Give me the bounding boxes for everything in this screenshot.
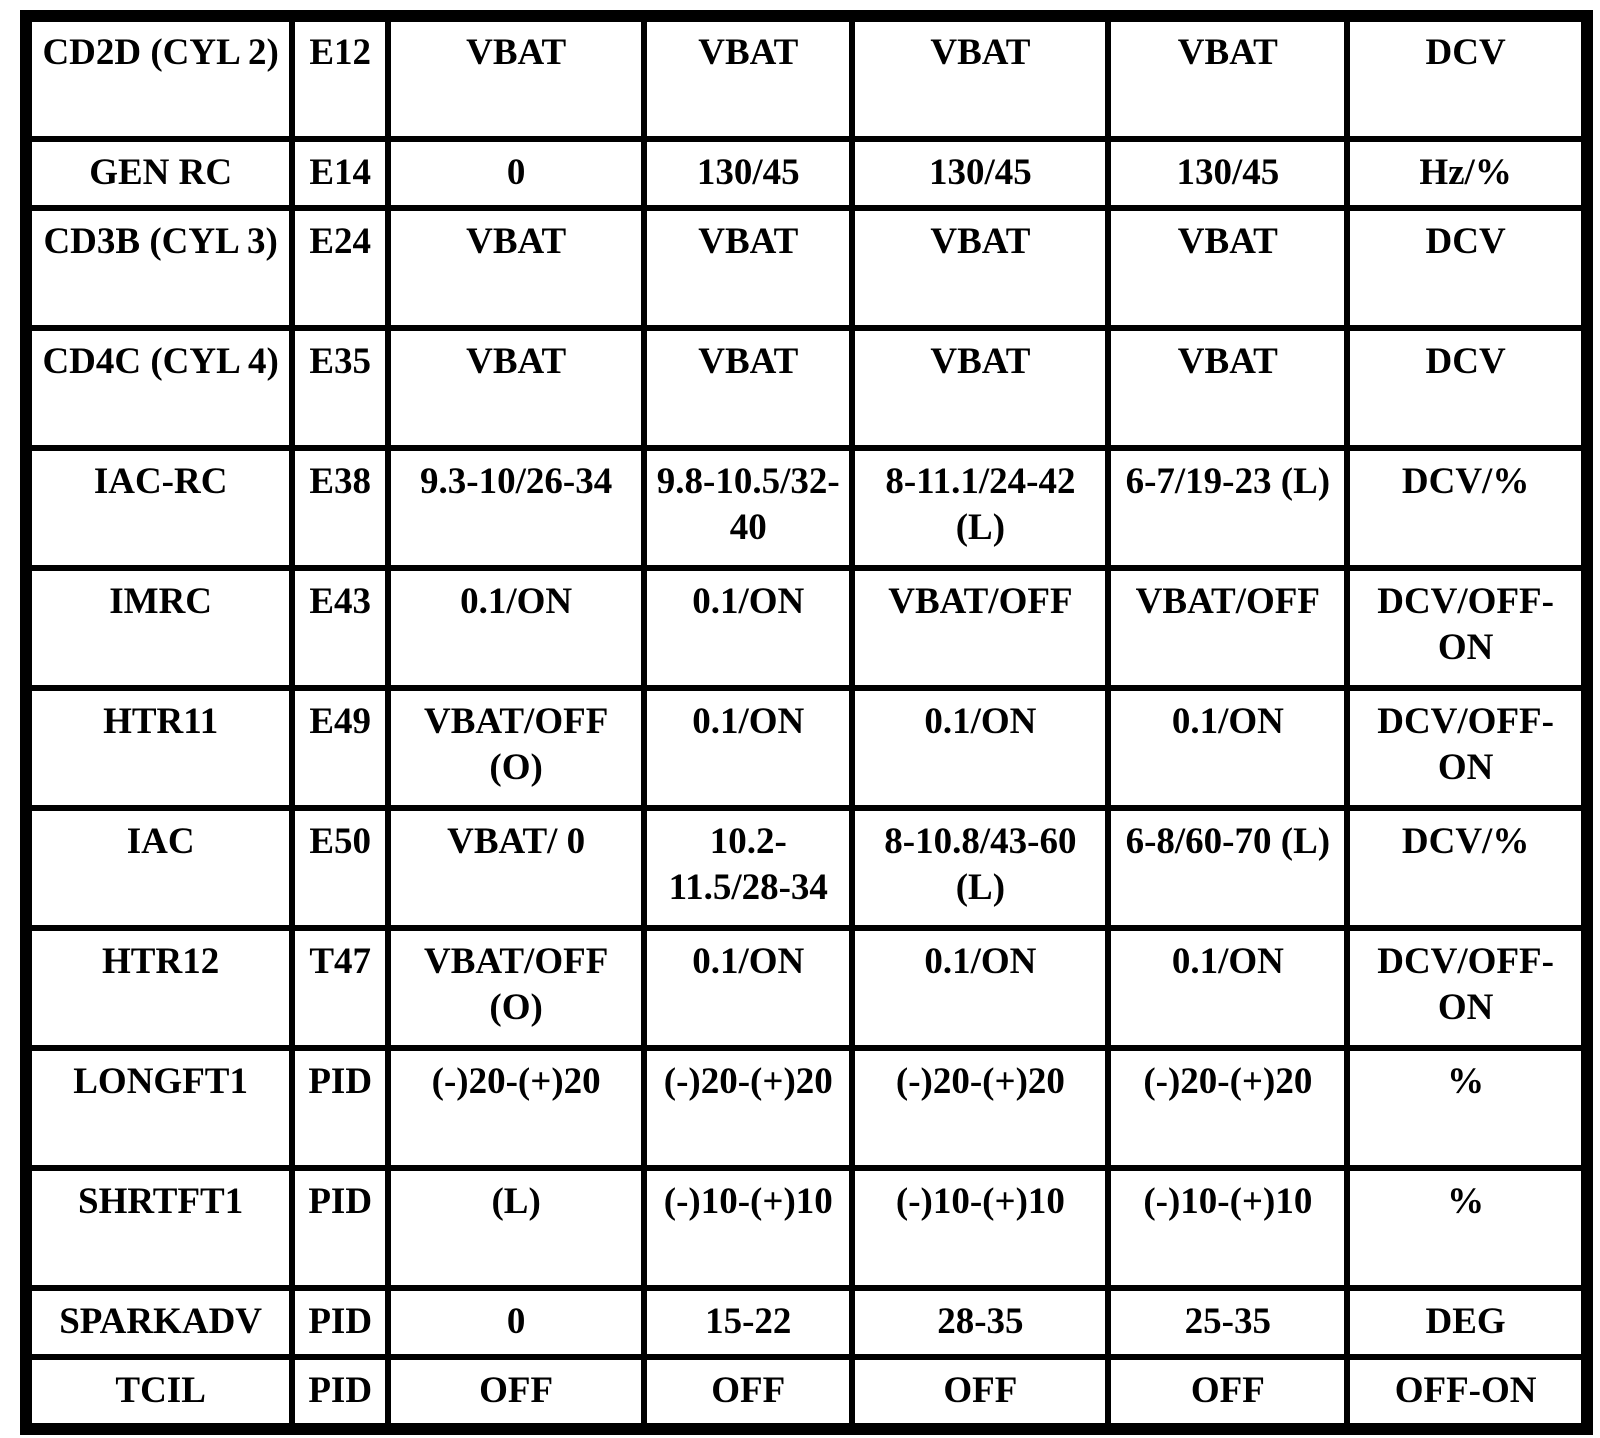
value-cell-2: (-)20-(+)20 (647, 1051, 849, 1165)
pin-cell: E49 (295, 691, 385, 805)
value-cell-2: OFF (647, 1360, 849, 1423)
value-cell-3: OFF (855, 1360, 1105, 1423)
table-row (32, 331, 1581, 445)
table-row (32, 571, 1581, 685)
value-cell-3: 28-35 (855, 1291, 1105, 1354)
value-cell-1: VBAT (391, 331, 641, 445)
pin-cell: E24 (295, 211, 385, 325)
unit-cell: DCV (1350, 211, 1581, 325)
table-row (32, 931, 1581, 1045)
pin-cell: E14 (295, 142, 385, 205)
value-cell-3: VBAT (855, 22, 1105, 136)
value-cell-4: OFF (1111, 1360, 1344, 1423)
unit-cell: DCV (1350, 22, 1581, 136)
value-cell-2: 15-22 (647, 1291, 849, 1354)
value-cell-1: VBAT/OFF (O) (391, 931, 641, 1045)
value-cell-1: OFF (391, 1360, 641, 1423)
unit-cell: % (1350, 1171, 1581, 1285)
value-cell-3: (-)10-(+)10 (855, 1171, 1105, 1285)
value-cell-2: VBAT (647, 211, 849, 325)
spec-table-frame (20, 10, 1593, 1435)
signal-cell: CD3B (CYL 3) (32, 211, 289, 325)
signal-cell: CD2D (CYL 2) (32, 22, 289, 136)
value-cell-2: 0.1/ON (647, 571, 849, 685)
value-cell-2: VBAT (647, 22, 849, 136)
table-row (32, 1360, 1581, 1423)
value-cell-4: 25-35 (1111, 1291, 1344, 1354)
value-cell-1: (-)20-(+)20 (391, 1051, 641, 1165)
value-cell-4: 130/45 (1111, 142, 1344, 205)
value-cell-4: 6-8/60-70 (L) (1111, 811, 1344, 925)
table-row (32, 22, 1581, 136)
pin-cell: E50 (295, 811, 385, 925)
value-cell-4: VBAT (1111, 211, 1344, 325)
unit-cell: % (1350, 1051, 1581, 1165)
value-cell-1: 0 (391, 1291, 641, 1354)
unit-cell: DCV/% (1350, 811, 1581, 925)
value-cell-3: 0.1/ON (855, 691, 1105, 805)
value-cell-1: 9.3-10/26-34 (391, 451, 641, 565)
unit-cell: DCV/% (1350, 451, 1581, 565)
table-row (32, 211, 1581, 325)
value-cell-2: (-)10-(+)10 (647, 1171, 849, 1285)
value-cell-3: 8-10.8/43-60 (L) (855, 811, 1105, 925)
value-cell-1: 0 (391, 142, 641, 205)
table-row (32, 451, 1581, 565)
value-cell-3: VBAT (855, 331, 1105, 445)
value-cell-3: 0.1/ON (855, 931, 1105, 1045)
pin-cell: PID (295, 1360, 385, 1423)
pin-cell: E35 (295, 331, 385, 445)
unit-cell: DCV (1350, 331, 1581, 445)
pin-cell: E43 (295, 571, 385, 685)
signal-cell: IAC-RC (32, 451, 289, 565)
value-cell-1: VBAT/OFF (O) (391, 691, 641, 805)
value-cell-2: 10.2-11.5/28-34 (647, 811, 849, 925)
unit-cell: DCV/OFF-ON (1350, 691, 1581, 805)
pin-cell: E38 (295, 451, 385, 565)
value-cell-1: VBAT (391, 211, 641, 325)
pin-cell: PID (295, 1291, 385, 1354)
pin-cell: E12 (295, 22, 385, 136)
signal-cell: HTR11 (32, 691, 289, 805)
value-cell-1: VBAT/ 0 (391, 811, 641, 925)
value-cell-4: (-)20-(+)20 (1111, 1051, 1344, 1165)
value-cell-4: 0.1/ON (1111, 691, 1344, 805)
value-cell-3: 8-11.1/24-42 (L) (855, 451, 1105, 565)
value-cell-4: VBAT (1111, 331, 1344, 445)
signal-cell: SHRTFT1 (32, 1171, 289, 1285)
signal-cell: CD4C (CYL 4) (32, 331, 289, 445)
value-cell-4: VBAT/OFF (1111, 571, 1344, 685)
table-row (32, 1291, 1581, 1354)
value-cell-4: VBAT (1111, 22, 1344, 136)
table-row (32, 142, 1581, 205)
value-cell-2: 9.8-10.5/32-40 (647, 451, 849, 565)
table-row (32, 1051, 1581, 1165)
signal-cell: GEN RC (32, 142, 289, 205)
table-body (32, 22, 1581, 1423)
signal-cell: HTR12 (32, 931, 289, 1045)
value-cell-2: VBAT (647, 331, 849, 445)
value-cell-2: 0.1/ON (647, 931, 849, 1045)
signal-cell: SPARKADV (32, 1291, 289, 1354)
signal-cell: IMRC (32, 571, 289, 685)
signal-cell: IAC (32, 811, 289, 925)
unit-cell: Hz/% (1350, 142, 1581, 205)
unit-cell: OFF-ON (1350, 1360, 1581, 1423)
value-cell-1: 0.1/ON (391, 571, 641, 685)
value-cell-1: (L) (391, 1171, 641, 1285)
table-row (32, 1171, 1581, 1285)
table-row (32, 691, 1581, 805)
pin-cell: PID (295, 1051, 385, 1165)
value-cell-4: 6-7/19-23 (L) (1111, 451, 1344, 565)
unit-cell: DCV/OFF-ON (1350, 931, 1581, 1045)
value-cell-4: (-)10-(+)10 (1111, 1171, 1344, 1285)
unit-cell: DEG (1350, 1291, 1581, 1354)
pin-cell: PID (295, 1171, 385, 1285)
value-cell-4: 0.1/ON (1111, 931, 1344, 1045)
value-cell-3: 130/45 (855, 142, 1105, 205)
value-cell-3: VBAT (855, 211, 1105, 325)
unit-cell: DCV/OFF-ON (1350, 571, 1581, 685)
value-cell-3: VBAT/OFF (855, 571, 1105, 685)
signal-cell: LONGFT1 (32, 1051, 289, 1165)
value-cell-2: 0.1/ON (647, 691, 849, 805)
table-row (32, 811, 1581, 925)
pin-cell: T47 (295, 931, 385, 1045)
value-cell-2: 130/45 (647, 142, 849, 205)
value-cell-3: (-)20-(+)20 (855, 1051, 1105, 1165)
signal-cell: TCIL (32, 1360, 289, 1423)
spec-table (26, 16, 1587, 1429)
value-cell-1: VBAT (391, 22, 641, 136)
